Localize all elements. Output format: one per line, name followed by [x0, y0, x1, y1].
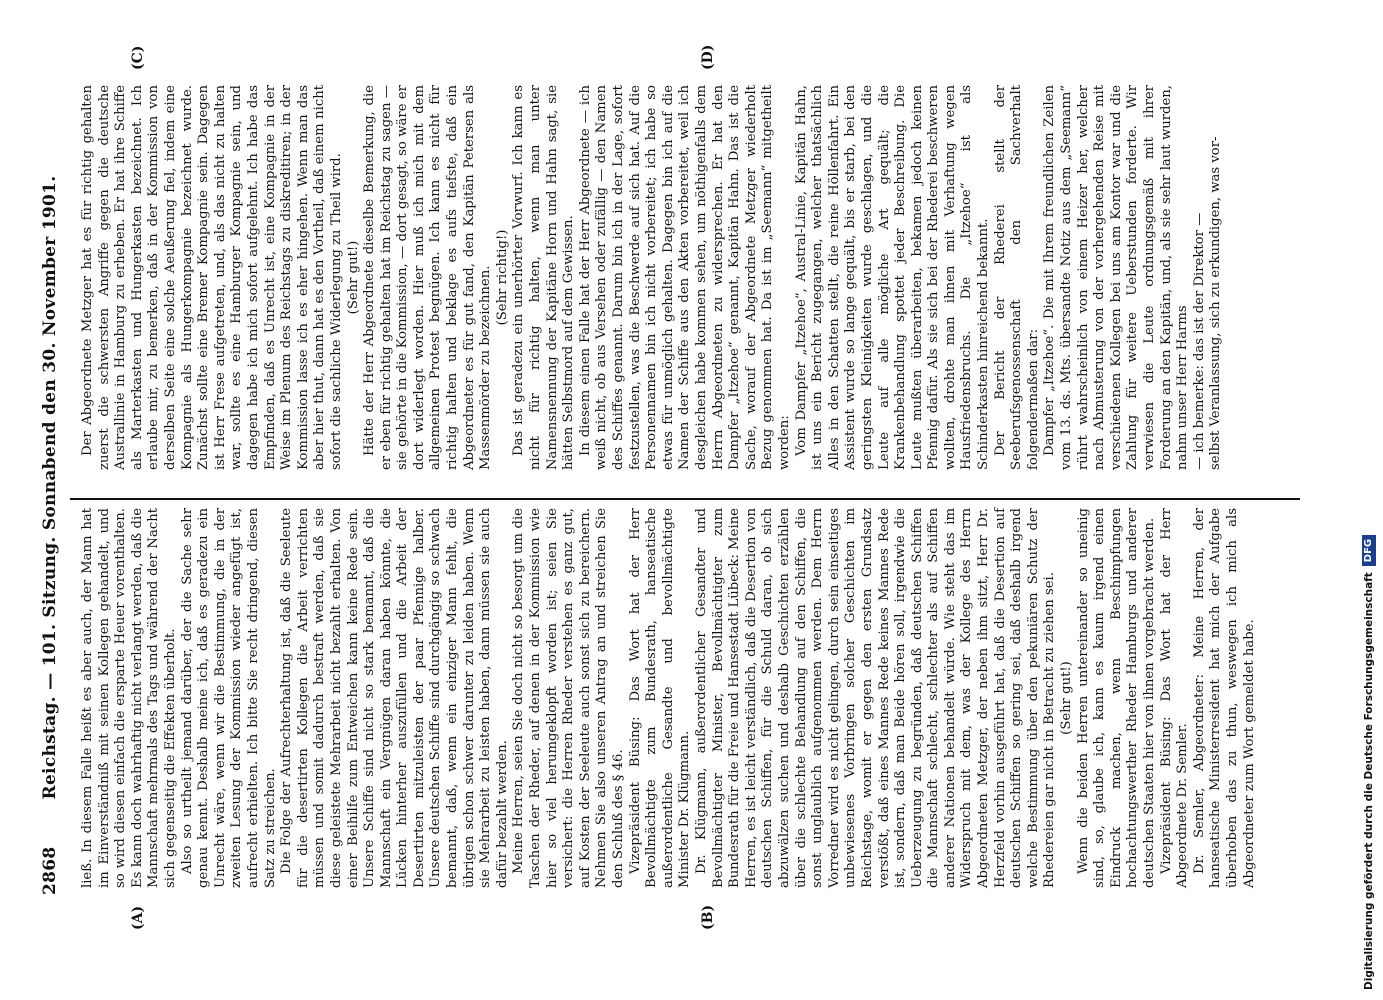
margin-mark-a: (A): [130, 905, 146, 930]
paragraph: Also so urtheilt jemand darüber, der die Sache sehr genau kennt. Deshalb meine ich, daß es geradezu ein Unrecht wäre, wenn wir die Bestimmung, die in der zweiten Lesung der Kommission wieder angefügt ist, aufrecht erhielten. Ich bitte Sie recht dringend, diesen Satz zu streichen.: [179, 508, 278, 888]
speaker-paragraph: Dr. Semler, Abgeordneter: Meine Herren, der hanseatische Ministerresident hat mich der Aufgabe überhoben das zu thun, weswegen ich mich als Abgeordneter zum Wort gemeldet habe.: [1191, 508, 1257, 888]
funding-note: Digitalisierung gefördert durch die Deutsche Forschungsgemeinschaft: [1363, 572, 1375, 990]
paragraph: Das ist geradezu ein unerhörter Vorwurf. Ich kann es nicht für richtig halten, wenn man unter Namensnennung der Kapitäne Horn und Hahn sagt, sie hätten Selbstmord auf dem Gewissen.: [511, 85, 577, 470]
digitization-footer: [1358, 10, 1380, 990]
paragraph: Meine Herren, seien Sie doch nicht so besorgt um die Taschen der Rheder, auf denen in der Kommission wie hier so viel herumgeklopft worden ist; seien Sie versichert: die Herren Rheder verstehen es ganz gut, auf Kosten der Seeleute auch sonst sich zu bereichern. Nehmen Sie also unseren Antrag an und streichen Sie den Schluß des § 46.: [511, 508, 626, 888]
footer-line: [1358, 10, 1380, 990]
column-divider: [70, 498, 1300, 500]
paragraph: Der Bericht der Rhederei stellt der Seeberufsgenossenschaft den Sachverhalt folgendermaßen dar:: [992, 85, 1041, 470]
paragraph: In diesem einen Falle hat der Herr Abgeordnete — ich weiß nicht, ob aus Versehen oder zufällig — den Namen des Schiffes genannt. Darum bin ich in der Lage, sofort festzustellen, was die Beschwerde auf sich hat. Auf die Personennamen bin ich nicht vorbereitet; ich habe so etwas für unmöglich gehalten. Dagegen bin ich auf die Namen der Schiffe aus den Akten vorbereitet, weil ich desgleichen habe kommen sehen, um nöthigenfalls dem Herrn Abgeordneten zu widersprechen. Er hat den Dampfer „Itzehoe“ genannt, Kapitän Hahn. Das ist die Sache, worauf der Abgeordnete Metzger wiederholt Bezug genommen hat. Da ist im „Seemann“ mitgetheilt worden:: [577, 85, 792, 470]
paragraph: Hätte der Herr Abgeordnete dieselbe Bemerkung, die er eben für richtig gehalten hat im Reichstag zu sagen — sie gehörte in die Kommission, — dort gesagt, so wäre er dort widerlegt worden. Hier muß ich mich mit dem allgemeinen Protest begnügen. Ich kann es nicht für richtig halten und beklage es aufs tiefste, daß ein Abgeordneter es für gut fand, den Kapitän Petersen als Massenmörder zu bezeichnen.: [362, 85, 494, 470]
paragraph: — ich bemerke: das ist der Direktor —: [1191, 212, 1207, 470]
quote-paragraph: Dampfer „Itzehoe“. Die mit Ihrem freundlichen Zeilen vom 13. ds. Mts. übersandte Notiz aus dem „Seemann“ rührt wahrscheinlich von einem Heizer her, welcher nach Abmusterung von der vorhergehenden Reise mit verschiedenen Kollegen bei uns am Kontor war und die Zahlung für weitere Ueberstunden forderte. Wir verwiesen die Leute ordnungsgemäß mit ihrer Forderung an den Kapitän, und, als sie sehr laut wurden, nahm unser Herr Harms: [1042, 85, 1191, 470]
right-column: [80, 85, 1225, 470]
page-header: [40, 80, 66, 895]
interjection: (Sehr richtig!): [494, 229, 510, 326]
speaker-paragraph: Dr. Klügmann, außerordentlicher Gesandter und Bevollmächtigter Minister, Bevollmächtigter zum Bundesrath für die Freie und Hansestadt Lübeck: Meine Herren, es ist leicht verständlich, daß die Desertion von deutschen Schiffen, für die Schuld daran, ob sich abzuwälzen suchen und deshalb Geschichten erzählen über die schlechte Behandlung auf den Schiffen, die sonst unglaublich aufgenommen werden. Dem Herrn Vorredner wird es nicht gelingen, durch sein einseitiges unbewiesenes Vorbringen solcher Geschichten im Reichstage, womit er gegen den ersten Grundsatz verstößt, daß eines Mannes Rede keines Mannes Rede ist, sondern, daß man Beide hören soll, irgendwie die Ueberzeugung zu begründen, daß deutschen Schiffen die Mannschaft schlecht, schlechter als auf Schiffen anderer Nationen behandelt würde. Wie steht das im Widerspruch mit dem, was der Kollege des Herrn Abgeordneten Metzger, der neben ihm sitzt, Herr Dr. Herzfeld vorhin ausgeführt hat, daß die Desertion auf deutschen Schiffen so gering sei, daß deshalb irgend welche Bestimmung über den pekuniären Schutz der Rhedereien gar nicht in Betracht zu ziehen sei.: [693, 508, 1058, 888]
page-title: Reichstag. — 101. Sitzung. Sonnabend den 30. November 1901.: [40, 175, 60, 800]
paragraph: Die Folge der Aufrechterhaltung ist, daß die Seeleute für die desertirten Kollegen die Arbeit verrichten müssen und somit dadurch bestraft werden, daß sie diese geleistete Mehrarbeit nicht bezahlt erhalten. Von einer Beihilfe zum Entweichen kann keine Rede sein. Unsere Schiffe sind nicht so stark bemannt, daß die Mannschaft ein Vergnügen daran haben könnte, die Lücken hinterher auszufüllen und die Arbeit der Desertirten mitzuleisten der paar Pfennige halber. Unsere deutschen Schiffe sind durchgängig so schwach bemannt, daß, wenn ein einziger Mann fehlt, die übrigen schon schwer darunter zu leiden haben. Wenn sie Mehrarbeit zu leisten haben, dann müssen sie auch dafür bezahlt werden.: [279, 508, 510, 888]
left-column: [80, 508, 1258, 888]
interjection: (Sehr gut!): [1059, 661, 1075, 735]
paragraph: Wenn die beiden Herren untereinander so uneinig sind, so, glaube ich, kann es kaum irgend einen Eindruck machen, wenn Beschimpfungen hochachtungswerther Rheder Hamburgs und anderer deutschen Staaten hier von ihnen vorgebracht werden.: [1075, 508, 1157, 888]
paragraph: ließ. In diesem Falle heißt es aber auch, der Mann hat im Einverständniß mit seinen Kollegen gehandelt, und so wird diesen einfach die ersparte Heuer vorenthalten. Es kann doch wahrhaftig nicht verlangt werden, daß die Mannschaft mehrmals des Tags und während der Nacht sich gegenseitig die Effekten überholt.: [80, 508, 178, 888]
paragraph: selbst Veranlassung, sich zu erkundigen, was vor-: [1208, 136, 1224, 470]
speaker-paragraph: Vizepräsident Büsing: Das Wort hat der Herr Bevollmächtigte zum Bundesrath, hanseatische außerordentliche Gesandte und bevollmächtigte Minister Dr. Klügmann.: [627, 508, 693, 888]
quote-paragraph: Vom Dampfer „Itzehoe“, Austral-Linie, Kapitän Hahn, ist uns ein Bericht zugegangen, welcher thatsächlich Alles in den Schatten stellt, die reine Höllenfahrt. Ein Assistent wurde so lange gequält, bis er starb, bei den geringsten Kleinigkeiten wurde geschlagen, und die Leute auf alle mögliche Art gequält; die Krankenbehandlung spottet jeder Beschreibung. Die Leute mußten überarbeiten, bekamen jedoch keinen Pfennig dafür. Als sie sich bei der Rhederei beschweren wollten, drohte man ihnen mit Verhaftung wegen Hausfriedensbruchs. Die „Itzehoe“ ist als Schinderkasten hinreichend bekannt.: [793, 85, 992, 470]
paragraph: Der Abgeordnete Metzger hat es für richtig gehalten zuerst die schwersten Angriffe gegen die deutsche Australlinie in Hamburg zu erheben. Er hat ihre Schiffe als Marterkasten und Hungerkasten bezeichnet. Ich erlaube mir, zu bemerken, daß in der Kommission von derselben Seite eine solche Aeußerung fiel, indem eine Kompagnie als Hungerkompagnie bezeichnet wurde. Zunächst sollte eine Bremer Kompagnie sein. Dagegen ist Herr Frese aufgetreten, und, als das nicht zu halten war, sollte es eine Hamburger Kompagnie sein, und dagegen habe ich mich sofort aufgelehnt. Ich habe das Empfinden, daß es Unrecht ist, eine Kompagnie in der Weise im Plenum des Reichstags zu diskreditiren; in der Kommission lasse ich es eher hingehen. Wenn man das aber hier thut, dann hat es den Vortheil, daß einem nicht sofort die sachliche Widerlegung zu Theil wird.: [80, 85, 344, 470]
speaker-paragraph: Vizepräsident Büsing: Das Wort hat der Herr Abgeordnete Dr. Semler.: [1158, 508, 1191, 888]
interjection: (Sehr gut!): [345, 240, 361, 315]
margin-mark-c: (C): [130, 45, 146, 70]
margin-mark-b: (B): [700, 904, 716, 930]
page-number: 2868: [40, 846, 60, 895]
margin-mark-d: (D): [700, 44, 716, 70]
dfg-logo: DFG: [1362, 535, 1376, 566]
